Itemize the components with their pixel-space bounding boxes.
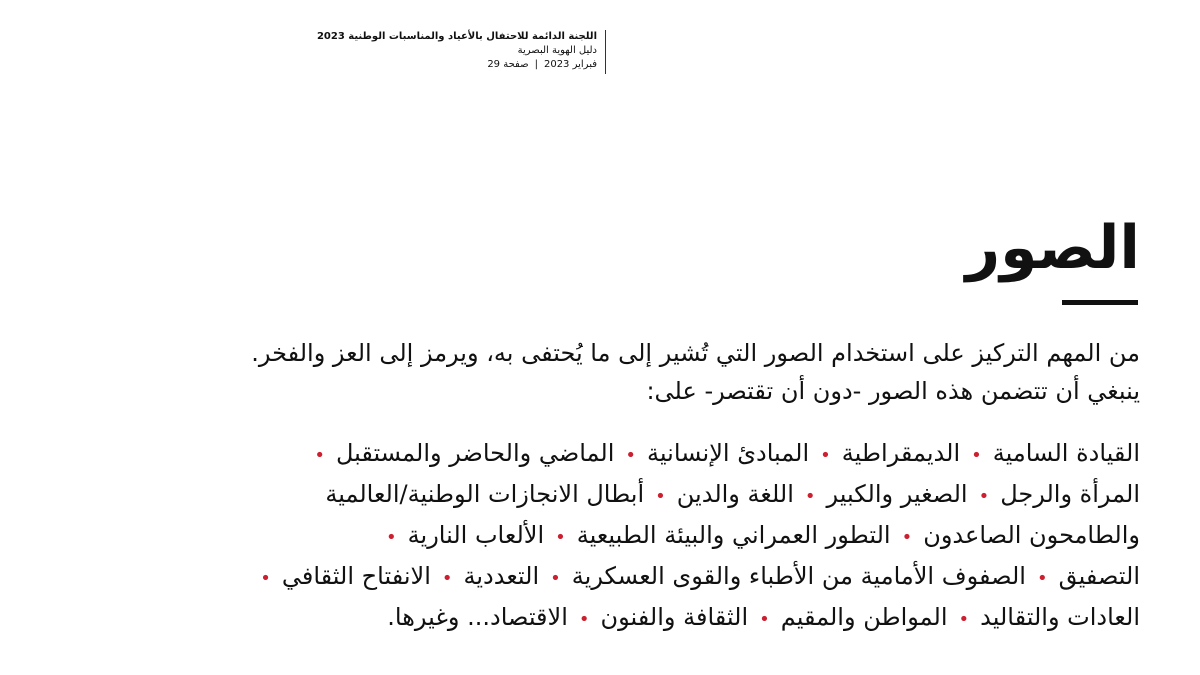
bullet: •	[260, 568, 271, 589]
bullet: •	[314, 445, 325, 466]
bullet: •	[971, 445, 982, 466]
topic-item: الثقافة والفنون	[600, 603, 749, 631]
bullet: •	[804, 486, 816, 507]
topic-item: أبطال الانجازات الوطنية/العالمية	[325, 480, 645, 508]
topics-line-4	[120, 557, 1140, 598]
header-document-name: دليل الهوية البصرية	[517, 45, 597, 56]
bullet: •	[958, 609, 970, 630]
topic-item: الماضي والحاضر والمستقبل	[335, 439, 615, 467]
bullet: •	[441, 568, 453, 589]
document-header	[316, 30, 606, 74]
topics-line-1	[120, 434, 1140, 475]
topics-line-5	[120, 598, 1140, 639]
bullet: •	[1036, 568, 1048, 589]
bullet: •	[555, 527, 566, 548]
topics-list	[120, 434, 1140, 639]
bullet: •	[550, 568, 561, 589]
header-date-page	[430, 58, 597, 72]
header-page-number: صفحة 29	[487, 59, 529, 70]
topic-item: الديمقراطية	[841, 439, 961, 467]
header-organization: اللجنة الدائمة للاحتفال بالأعياد والمناسبات الوطنية 2023	[316, 31, 597, 42]
bullet: •	[655, 486, 666, 507]
topic-item: الصفوف الأمامية من الأطباء والقوى العسكرية	[571, 562, 1026, 590]
title-underline	[1062, 300, 1138, 305]
page-title: الصور	[965, 213, 1140, 283]
topic-item: التصفيق	[1058, 562, 1140, 590]
topic-item: اللغة والدين	[676, 480, 794, 508]
bullet: •	[901, 527, 913, 548]
topic-item: القيادة السامية	[992, 439, 1140, 467]
intro-line: ينبغي أن تتضمن هذه الصور -دون أن تقتصر- على:	[646, 377, 1140, 405]
topic-item: الألعاب النارية	[407, 521, 545, 549]
topic-item: الصغير والكبير	[826, 480, 968, 508]
bullet: •	[578, 609, 590, 630]
topic-item: التطور العمراني والبيئة الطبيعية	[576, 521, 891, 549]
header-separator: |	[534, 59, 538, 70]
intro-line: من المهم التركيز على استخدام الصور التي تُشير إلى ما يُحتفى به، ويرمز إلى العز والفخر.	[251, 339, 1140, 367]
topic-item: التعددية	[463, 562, 540, 590]
bullet: •	[625, 445, 637, 466]
topic-item: المبادئ الإنسانية	[647, 439, 810, 467]
topics-line-2	[120, 475, 1140, 516]
topic-item: والطامحون الصاعدون	[923, 521, 1140, 549]
bullet: •	[759, 609, 770, 630]
bullet: •	[820, 445, 831, 466]
topics-line-3	[120, 516, 1140, 557]
topic-item: المرأة والرجل	[1000, 480, 1140, 508]
intro-paragraph	[140, 334, 1140, 410]
topic-item: المواطن والمقيم	[780, 603, 948, 631]
header-date: فبراير 2023	[543, 59, 597, 70]
topic-item: العادات والتقاليد	[980, 603, 1140, 631]
bullet: •	[978, 486, 990, 507]
bullet: •	[386, 527, 397, 548]
topic-item: الاقتصاد... وغيرها.	[387, 603, 568, 631]
topic-item: الانفتاح الثقافي	[281, 562, 431, 590]
